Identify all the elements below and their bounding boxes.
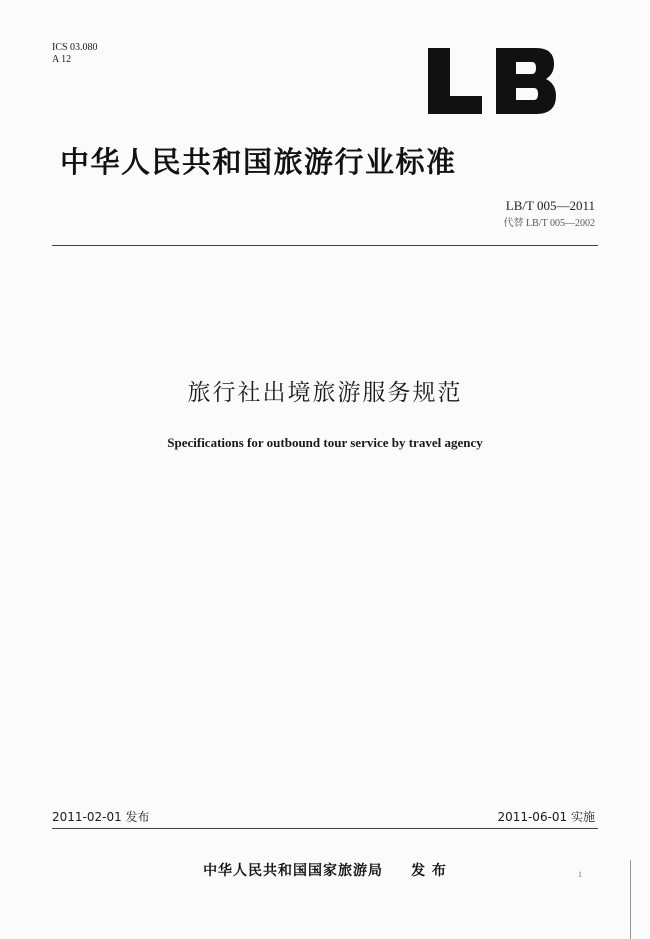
replaces-standard: 代替 LB/T 005—2002 (503, 218, 595, 229)
header-divider (52, 245, 598, 246)
document-title-english: Specifications for outbound tour service by travel agency (167, 435, 483, 450)
standard-number: LB/T 005—2011 (505, 198, 595, 213)
ics-code: ICS 03.080 (52, 42, 98, 53)
scan-edge-line (630, 860, 631, 939)
page-mark: 1 (578, 870, 582, 879)
issuer-name: 中华人民共和国国家旅游局 (203, 863, 384, 879)
issue-date: 2011-02-01 发布 (52, 810, 150, 824)
issue-word: 发 布 (411, 863, 447, 879)
classification-codes (52, 42, 98, 66)
lb-logo (424, 46, 560, 116)
standard-type-title: 中华人民共和国旅游行业标准 (60, 145, 457, 179)
class-code: A 12 (52, 54, 72, 65)
implementation-date: 2011-06-01 实施 (497, 810, 595, 824)
footer-divider (52, 828, 598, 829)
issuing-authority (0, 860, 650, 880)
document-title-chinese: 旅行社出境旅游服务规范 (187, 380, 463, 406)
